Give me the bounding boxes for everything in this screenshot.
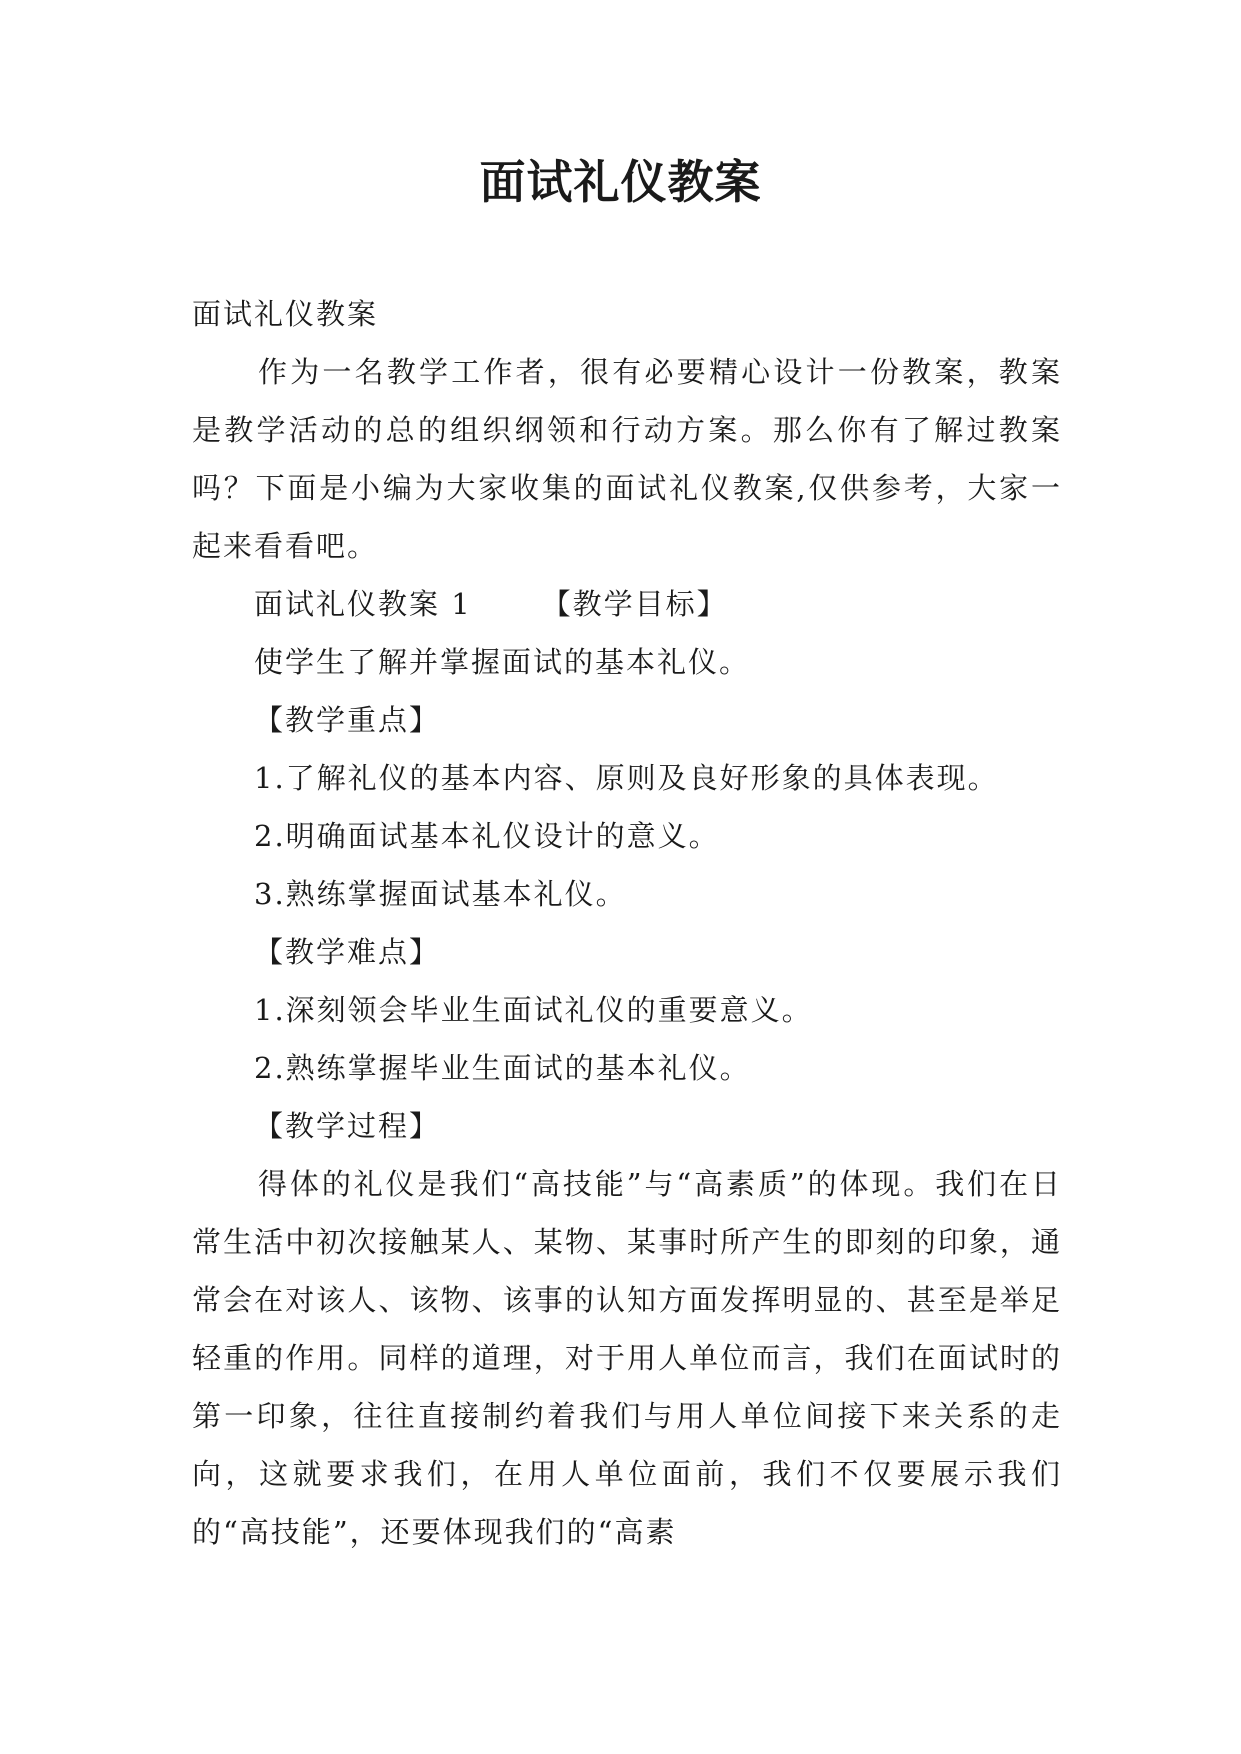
subtitle-line: 面试礼仪教案 [192, 297, 379, 331]
intro-paragraph: 作为一名教学工作者，很有必要精心设计一份教案，教案是教学活动的总的组织纲领和行动方案。那么你有了解过教案吗？下面是小编为大家收集的面试礼仪教案,仅供参考，大家一起来看看吧。 [192, 355, 1062, 563]
goal-text: 使学生了解并掌握面试的基本礼仪。 [254, 645, 751, 679]
difficulty-heading: 【教学难点】 [254, 935, 441, 969]
document-body [192, 285, 1062, 1561]
difficulty-item-1: 1.深刻领会毕业生面试礼仪的重要意义。 [254, 993, 813, 1027]
document-title: 面试礼仪教案 [479, 155, 762, 209]
key-item-3: 3.熟练掌握面试基本礼仪。 [254, 877, 627, 911]
section1-title: 面试礼仪教案 1 [254, 587, 472, 621]
process-heading: 【教学过程】 [254, 1109, 441, 1143]
key-item-1: 1.了解礼仪的基本内容、原则及良好形象的具体表现。 [254, 761, 999, 795]
section-heading-line [192, 575, 1062, 633]
process-paragraph: 得体的礼仪是我们“高技能”与“高素质”的体现。我们在日常生活中初次接触某人、某物、某事时所产生的即刻的印象，通常会在对该人、该物、该事的认知方面发挥明显的、甚至是举足轻重的作用。同样的道理，对于用人单位而言，我们在面试时的第一印象，往往直接制约着我们与用人单位间接下来关系的走向，这就要求我们，在用人单位面前，我们不仅要展示我们的“高技能”，还要体现我们的“高素 [192, 1167, 1062, 1549]
difficulty-item-2: 2.熟练掌握毕业生面试的基本礼仪。 [254, 1051, 751, 1085]
key-item-2: 2.明确面试基本礼仪设计的意义。 [254, 819, 720, 853]
key-heading: 【教学重点】 [254, 703, 441, 737]
goal-heading: 【教学目标】 [541, 587, 728, 621]
